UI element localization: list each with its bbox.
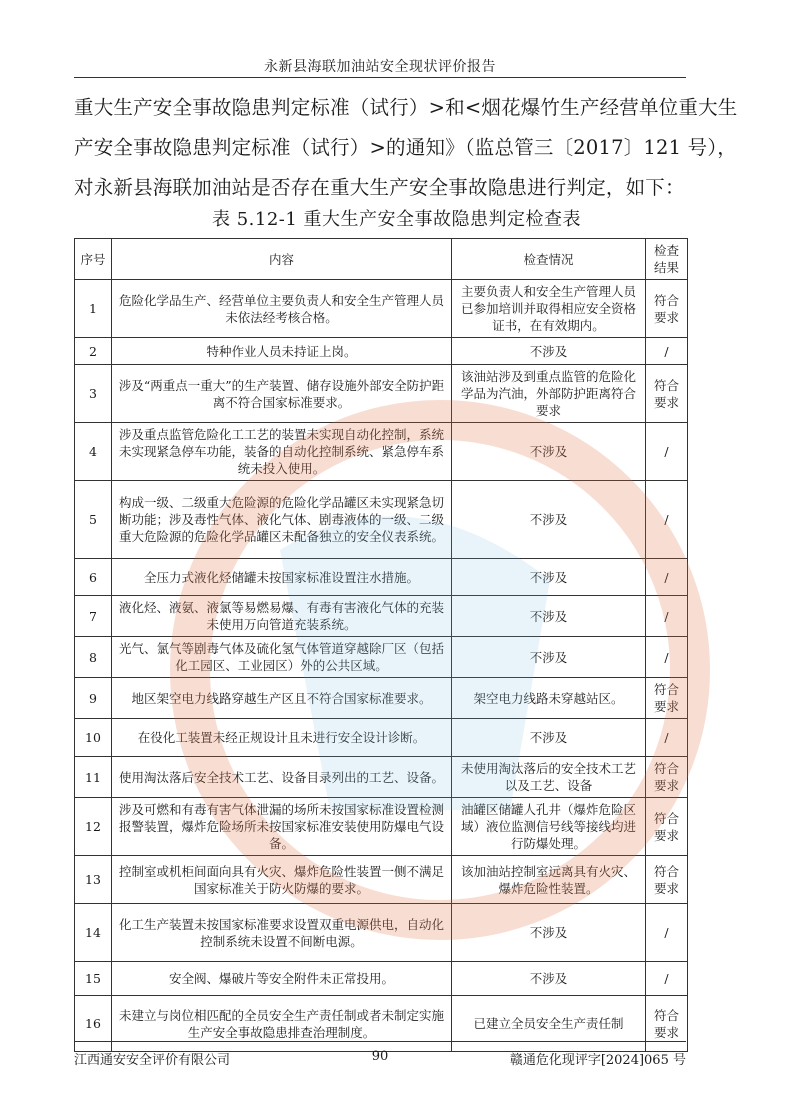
row-check: 不涉及 [452, 637, 646, 678]
row-content: 危险化学品生产、经营单位主要负责人和安全生产管理人员未依法经考核合格。 [112, 280, 452, 338]
table-row [75, 757, 688, 798]
table-row [75, 798, 688, 856]
row-content: 在役化工装置未经正规设计且未进行安全设计诊断。 [112, 719, 452, 757]
row-check: 油罐区储罐人孔井（爆炸危险区域）液位监测信号线等接线均进行防爆处理。 [452, 798, 646, 856]
row-no: 15 [75, 962, 112, 996]
table-row [75, 962, 688, 996]
row-result: / [646, 338, 688, 365]
row-no: 8 [75, 637, 112, 678]
row-content: 化工生产装置未按国家标准要求设置双重电源供电，自动化控制系统未设置不间断电源。 [112, 904, 452, 962]
row-check: 不涉及 [452, 338, 646, 365]
table-title: 表 5.12-1 重大生产安全事故隐患判定检查表 [211, 209, 582, 230]
row-result: / [646, 596, 688, 637]
row-result: 符合要求 [646, 996, 688, 1052]
row-content: 使用淘汰落后安全技术工艺、设备目录列出的工艺、设备。 [112, 757, 452, 798]
table-row [75, 365, 688, 423]
row-no: 1 [75, 280, 112, 338]
row-no: 4 [75, 423, 112, 481]
row-content: 构成一级、二级重大危险源的危险化学品罐区未实现紧急切断功能；涉及毒性气体、液化气体、剧毒液体的一级、二级重大危险源的危险化学品罐区未配备独立的安全仪表系统。 [112, 481, 452, 559]
row-no: 6 [75, 559, 112, 596]
table-row [75, 678, 688, 719]
header-result: 检查结果 [646, 239, 688, 280]
row-check: 架空电力线路未穿越站区。 [452, 678, 646, 719]
table-row [75, 559, 688, 596]
intro-line-3: 对永新县海联加油站是否存在重大生产安全事故隐患进行判定，如下： [74, 176, 685, 199]
row-check: 不涉及 [452, 559, 646, 596]
row-content: 未建立与岗位相匹配的全员安全生产责任制或者未制定实施生产安全事故隐患排查治理制度。 [112, 996, 452, 1052]
row-result: 符合要求 [646, 757, 688, 798]
header-check: 检查情况 [452, 239, 646, 280]
row-content: 光气、氯气等剧毒气体及硫化氢气体管道穿越除厂区（包括化工园区、工业园区）外的公共区域。 [112, 637, 452, 678]
row-result: / [646, 637, 688, 678]
row-no: 7 [75, 596, 112, 637]
row-no: 12 [75, 798, 112, 856]
table-row [75, 904, 688, 962]
footer-divider [74, 1041, 686, 1042]
row-check: 不涉及 [452, 423, 646, 481]
header-divider [74, 77, 686, 78]
row-no: 9 [75, 678, 112, 719]
row-check: 主要负责人和安全生产管理人员已参加培训并取得相应安全资格证书，在有效期内。 [452, 280, 646, 338]
row-content: 全压力式液化烃储罐未按国家标准设置注水措施。 [112, 559, 452, 596]
row-check: 不涉及 [452, 962, 646, 996]
row-check: 不涉及 [452, 481, 646, 559]
row-content: 特种作业人员未持证上岗。 [112, 338, 452, 365]
row-result: / [646, 423, 688, 481]
row-no: 3 [75, 365, 112, 423]
table-row [75, 856, 688, 904]
row-content: 涉及“两重点一重大”的生产装置、储存设施外部安全防护距离不符合国家标准要求。 [112, 365, 452, 423]
table-row [75, 719, 688, 757]
row-check: 不涉及 [452, 596, 646, 637]
row-result: 符合要求 [646, 365, 688, 423]
intro-paragraph [74, 88, 738, 208]
footer-doc-number: 赣通危化现评字[2024]065 号 [509, 1053, 686, 1068]
row-result: / [646, 559, 688, 596]
row-no: 2 [75, 338, 112, 365]
footer-company: 江西通安安全评价有限公司 [74, 1053, 231, 1068]
row-content: 安全阀、爆破片等安全附件未正常投用。 [112, 962, 452, 996]
intro-line-2: 产安全事故隐患判定标准（试行）>的通知》（监总管三〔2017〕121 号）， [74, 136, 737, 159]
row-no: 5 [75, 481, 112, 559]
row-check: 不涉及 [452, 719, 646, 757]
row-result: / [646, 962, 688, 996]
header-no: 序号 [75, 239, 112, 280]
row-check: 未使用淘汰落后的安全技术工艺以及工艺、设备 [452, 757, 646, 798]
row-no: 14 [75, 904, 112, 962]
row-no: 10 [75, 719, 112, 757]
row-no: 13 [75, 856, 112, 904]
row-content: 涉及可燃和有毒有害气体泄漏的场所未按国家标准设置检测报警装置，爆炸危险场所未按国家标准安装使用防爆电气设备。 [112, 798, 452, 856]
row-content: 地区架空电力线路穿越生产区且不符合国家标准要求。 [112, 678, 452, 719]
row-check: 该油站涉及到重点监管的危险化学品为汽油，外部防护距离符合要求 [452, 365, 646, 423]
hazard-check-table [74, 238, 688, 1052]
table-row [75, 280, 688, 338]
row-result: / [646, 904, 688, 962]
row-result: 符合要求 [646, 678, 688, 719]
table-row [75, 338, 688, 365]
row-no: 16 [75, 996, 112, 1052]
table-row [75, 423, 688, 481]
header-content: 内容 [112, 239, 452, 280]
row-result: 符合要求 [646, 280, 688, 338]
row-check: 不涉及 [452, 904, 646, 962]
row-check: 已建立全员安全生产责任制 [452, 996, 646, 1052]
table-row [75, 996, 688, 1052]
table-row [75, 481, 688, 559]
table-row [75, 596, 688, 637]
footer-page-number: 90 [371, 1049, 389, 1064]
row-check: 该加油站控制室远离具有火灾、爆炸危险性装置。 [452, 856, 646, 904]
row-result: / [646, 481, 688, 559]
table-row [75, 637, 688, 678]
row-content: 控制室或机柜间面向具有火灾、爆炸危险性装置一侧不满足国家标准关于防火防爆的要求。 [112, 856, 452, 904]
row-result: 符合要求 [646, 856, 688, 904]
table-header-row [75, 239, 688, 280]
row-content: 涉及重点监管危险化工工艺的装置未实现自动化控制，系统未实现紧急停车功能，装备的自动化控制系统、紧急停车系统未投入使用。 [112, 423, 452, 481]
row-content: 液化烃、液氨、液氯等易燃易爆、有毒有害液化气体的充装未使用万向管道充装系统。 [112, 596, 452, 637]
page-header-title: 永新县海联加油站安全现状评价报告 [264, 59, 496, 75]
row-result: 符合要求 [646, 798, 688, 856]
row-no: 11 [75, 757, 112, 798]
intro-line-1: 重大生产安全事故隐患判定标准（试行）>和<烟花爆竹生产经营单位重大生 [74, 96, 738, 119]
row-result: / [646, 719, 688, 757]
